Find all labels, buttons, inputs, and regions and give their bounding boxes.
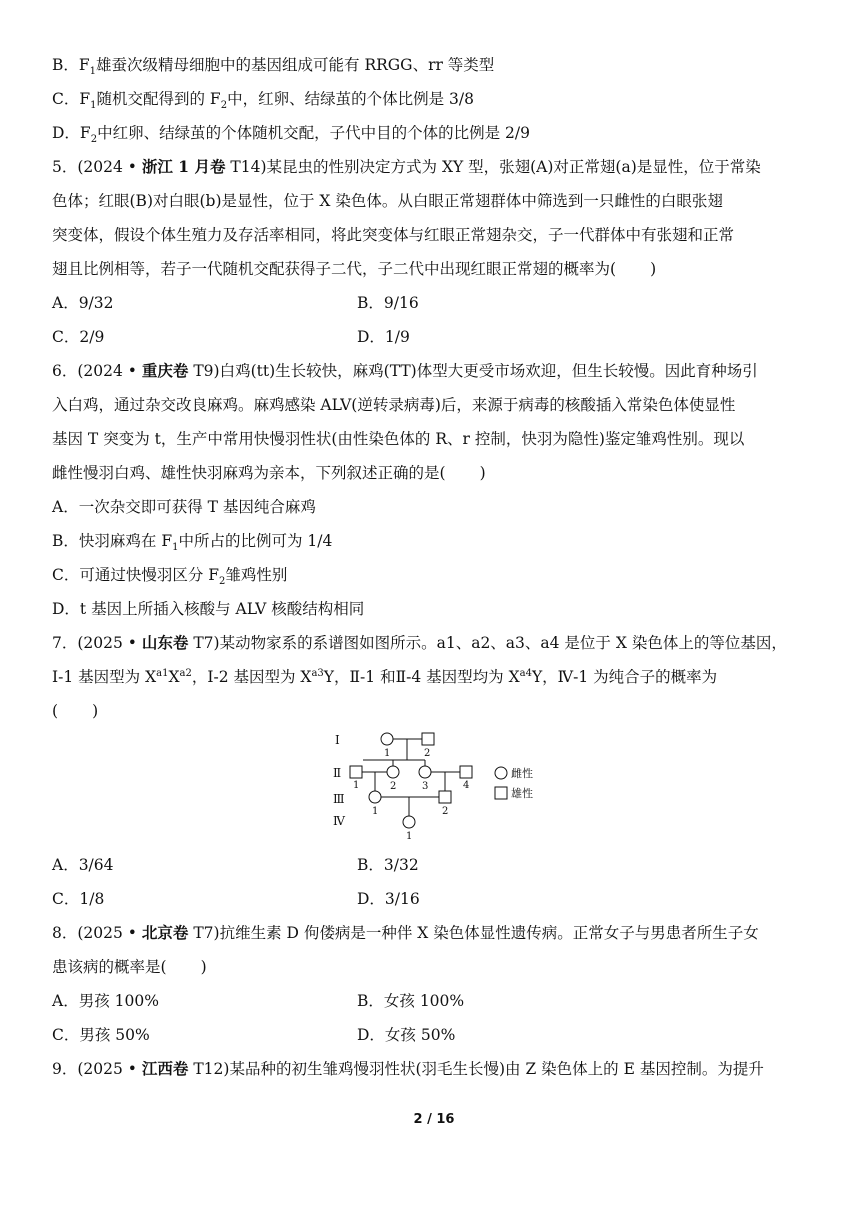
q6-option-b: B．快羽麻鸡在 $F_1$中所占的比例可为 1/4	[52, 532, 333, 554]
pedigree-num-i2: 2	[424, 748, 431, 759]
q7-stem-line3: ( )	[52, 702, 99, 720]
gen-label-ii: Ⅱ	[333, 766, 342, 780]
q6-stem-line3: 基因 T 突变为 t，生产中常用快慢羽性状(由性染色体的 R、r 控制，快羽为隐性)鉴定雏鸡性别。现以	[52, 430, 745, 448]
q5-stem-line4: 翅且比例相等，若子一代随机交配获得子二代，子二代中出现红眼正常翅的概率为( )	[52, 260, 657, 278]
q7-stem-line2: Ⅰ-1 基因型为 $X^{a1}X^{a2}$，Ⅰ-2 基因型为 $X^{a3}Y$，Ⅱ-1 和Ⅱ-4 基因型均为 $X^{a4}Y$，Ⅳ-1 为纯合子的概率为	[52, 667, 718, 686]
q6-option-d: D．t 基因上所插入核酸与 ALV 核酸结构相同	[52, 600, 365, 618]
pedigree-num-ii2: 2	[390, 781, 397, 792]
pedigree-iv1-female	[403, 816, 415, 828]
pedigree-ii2-female	[387, 766, 399, 778]
q6-stem-line2: 入白鸡，通过杂交改良麻鸡。麻鸡感染 ALV(逆转录病毒)后，来源于病毒的核酸插入常染色体使显性	[52, 396, 736, 414]
pedigree-num-ii4: 4	[463, 780, 470, 791]
q4-option-c: C．$F_1$随机交配得到的 $F_2$中，红卵、结绿茧的个体比例是 3/8	[52, 90, 474, 112]
q8-option-d: D．女孩 50%	[357, 1026, 456, 1044]
legend-male-label: 雄性	[511, 787, 533, 800]
q7-option-c: C．1/8	[52, 890, 105, 908]
pedigree-num-iv1: 1	[406, 831, 413, 840]
q5-option-b: B．9/16	[357, 294, 419, 312]
legend-male-symbol	[495, 787, 507, 799]
q5-option-c: C．2/9	[52, 328, 105, 346]
q5-stem-line2: 色体；红眼(B)对白眼(b)是显性，位于 X 染色体。从白眼正常翅群体中筛选到一只雌性的白眼张翅	[52, 192, 723, 210]
pedigree-iii1-female	[369, 791, 381, 803]
q4-option-d: D．$F_2$中红卵、结绿茧的个体随机交配，子代中目的个体的比例是 2/9	[52, 124, 530, 146]
q5-stem-line3: 突变体，假设个体生殖力及存活率相同，将此突变体与红眼正常翅杂交，子一代群体中有张翅和正常	[52, 226, 735, 244]
pedigree-ii4-male	[460, 766, 472, 778]
q5-option-d: D．1/9	[357, 328, 410, 346]
gen-label-i: Ⅰ	[335, 733, 340, 747]
legend-female-label: 雌性	[511, 767, 533, 780]
q6-option-a: A．一次杂交即可获得 T 基因纯合麻鸡	[52, 498, 316, 516]
pedigree-num-i1: 1	[384, 748, 391, 759]
pedigree-ii3-female	[419, 766, 431, 778]
pedigree-iii2-male	[439, 791, 451, 803]
q7-option-a: A．3/64	[52, 856, 114, 874]
page-number: 2 / 16	[413, 1112, 455, 1127]
q7-option-b: B．3/32	[357, 856, 419, 874]
q5-option-a: A．9/32	[52, 294, 114, 312]
pedigree-num-ii1: 1	[353, 780, 360, 791]
pedigree-num-iii2: 2	[442, 806, 449, 817]
q7-stem-line1: 7．(2025 • 山东卷 T7)某动物家系的系谱图如图所示。a1、a2、a3、a4 是位于 X 染色体上的等位基因，	[52, 633, 787, 652]
q4-option-b: B．$F_1$雄蚕次级精母细胞中的基因组成可能有 RRGG、rr 等类型	[52, 56, 495, 78]
q6-option-c: C．可通过快慢羽区分 $F_2$雏鸡性别	[52, 566, 288, 588]
pedigree-i1-female	[381, 733, 393, 745]
q8-stem-line2: 患该病的概率是( )	[52, 958, 207, 976]
pedigree-ii1-male	[350, 766, 362, 778]
q6-stem-line1: 6．(2024 • 重庆卷 T9)白鸡(tt)生长较快，麻鸡(TT)体型大更受市场欢迎，但生长较慢。因此育种场引	[52, 361, 758, 380]
legend-female-symbol	[495, 767, 507, 779]
pedigree-i2-male	[422, 733, 434, 745]
q8-option-a: A．男孩 100%	[52, 992, 159, 1010]
q9-stem-line1: 9．(2025 • 江西卷 T12)某品种的初生雏鸡慢羽性状(羽毛生长慢)由 Z 染色体上的 E 基因控制。为提升	[52, 1059, 764, 1078]
pedigree-num-iii1: 1	[372, 806, 379, 817]
pedigree-diagram	[325, 728, 555, 840]
q6-stem-line4: 雌性慢羽白鸡、雄性快羽麻鸡为亲本，下列叙述正确的是( )	[52, 464, 486, 482]
q5-stem-line1: 5．(2024 • 浙江 1 月卷 T14)某昆虫的性别决定方式为 XY 型，张翅(A)对正常翅(a)是显性，位于常染	[52, 157, 761, 176]
gen-label-iv: Ⅳ	[333, 814, 345, 828]
q8-option-b: B．女孩 100%	[357, 992, 465, 1010]
q8-option-c: C．男孩 50%	[52, 1026, 150, 1044]
pedigree-num-ii3: 3	[422, 781, 429, 792]
q8-stem-line1: 8．(2025 • 北京卷 T7)抗维生素 D 佝偻病是一种伴 X 染色体显性遗传病。正常女子与男患者所生子女	[52, 923, 759, 942]
q7-option-d: D．3/16	[357, 890, 420, 908]
gen-label-iii: Ⅲ	[333, 792, 345, 806]
